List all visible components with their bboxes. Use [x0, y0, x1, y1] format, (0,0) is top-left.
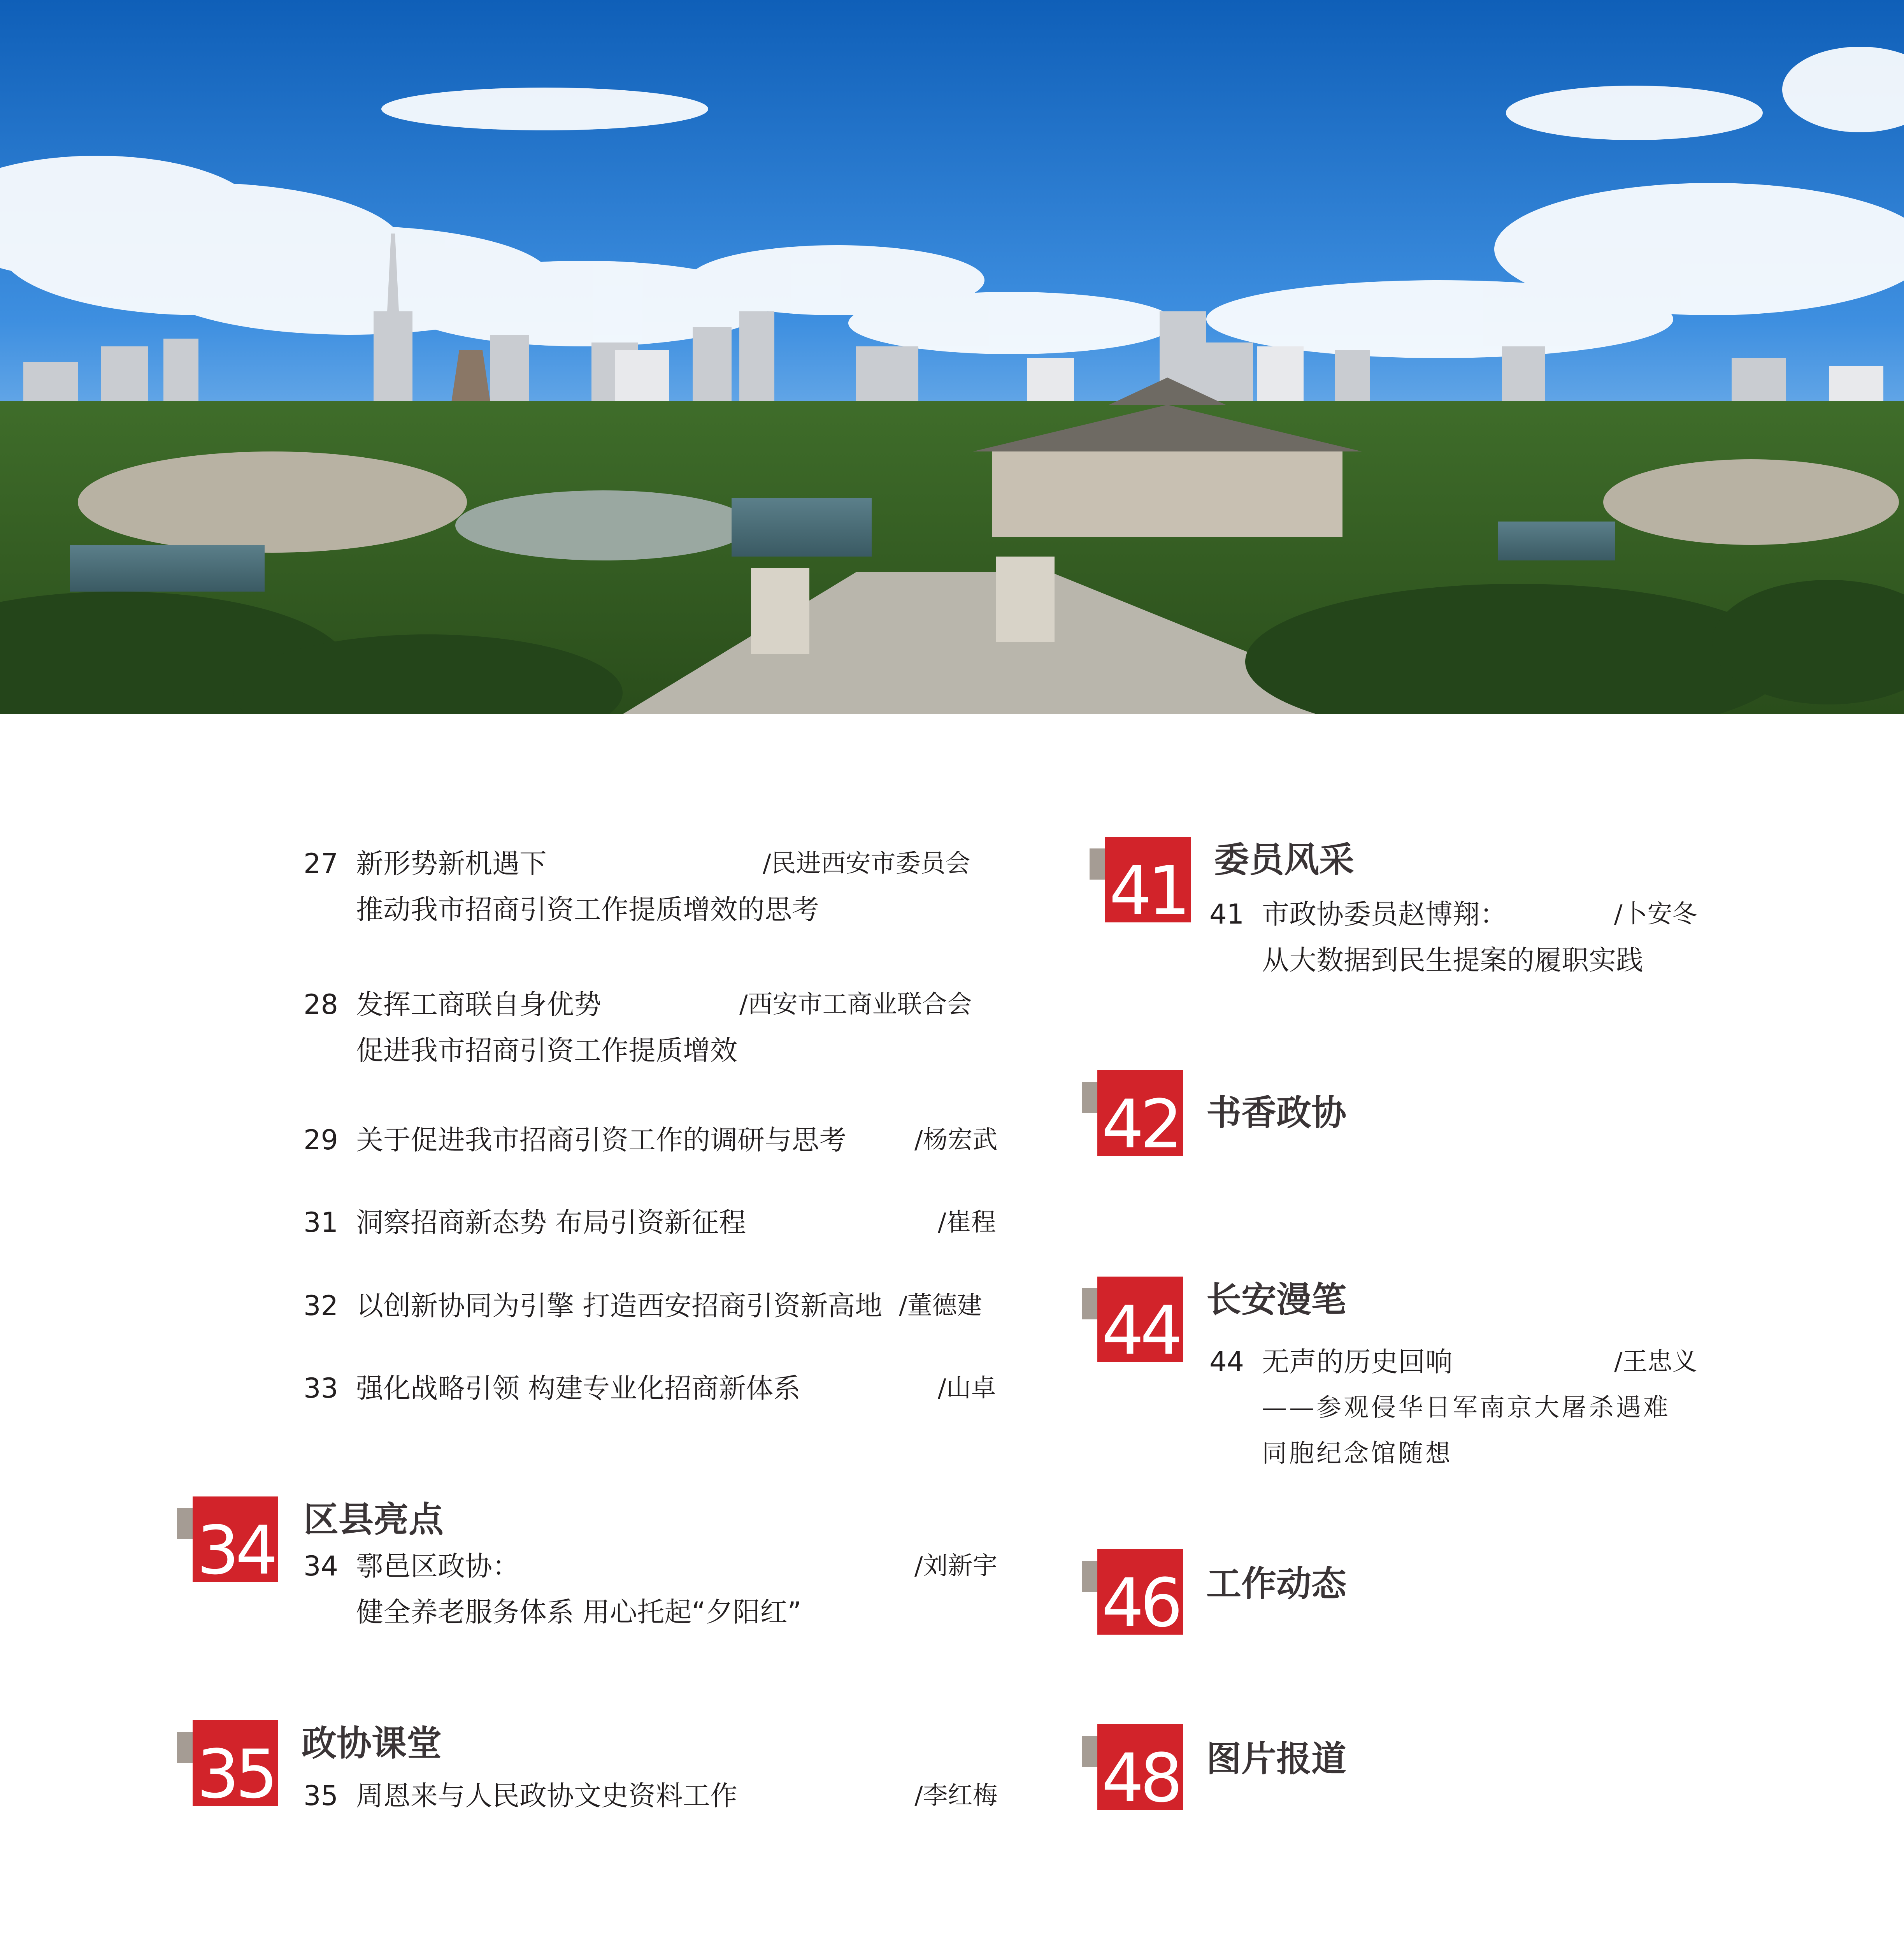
entry-author: /崔程 [938, 1208, 996, 1237]
section-title: 图片报道 [1206, 1739, 1346, 1779]
section-page-box: 35 [193, 1720, 278, 1806]
entry-author: /民进西安市委员会 [763, 849, 970, 878]
entry-title-line2: 推动我市招商引资工作提质增效的思考 [356, 894, 819, 926]
entry-title-line1: 发挥工商联自身优势 [356, 989, 601, 1020]
section-page-box: 44 [1097, 1277, 1183, 1362]
section-page-box: 48 [1097, 1724, 1183, 1810]
page-number: 33 [304, 1372, 339, 1404]
section-page-box: 34 [193, 1496, 278, 1582]
entry-title-line1: 周恩来与人民政协文史资料工作 [356, 1780, 737, 1812]
section-title: 委员风采 [1214, 840, 1354, 880]
page-number: 27 [304, 848, 339, 880]
entry-author: /西安市工商业联合会 [739, 990, 972, 1019]
entry-subtitle-line1: ——参观侵华日军南京大屠杀遇难 [1262, 1393, 1671, 1422]
page-number: 34 [304, 1550, 339, 1582]
section-title: 长安漫笔 [1206, 1279, 1346, 1320]
entry-author: /卜安冬 [1614, 900, 1697, 929]
section-title: 政协课堂 [302, 1723, 442, 1764]
page-number: 35 [304, 1780, 339, 1812]
entry-author: /王忠义 [1614, 1347, 1697, 1376]
section-page-box: 41 [1105, 837, 1191, 922]
cityscape-illustration [0, 0, 1904, 714]
section-page-box: 46 [1097, 1549, 1183, 1635]
page-number: 44 [1209, 1346, 1244, 1378]
entry-author: /山卓 [938, 1374, 996, 1403]
section-title: 书香政协 [1206, 1092, 1346, 1133]
page-number: 31 [304, 1207, 339, 1238]
entry-author: /李红梅 [914, 1781, 998, 1810]
entry-subtitle-line2: 同胞纪念馆随想 [1262, 1439, 1453, 1468]
entry-title-line1: 关于促进我市招商引资工作的调研与思考 [356, 1124, 846, 1156]
entry-title-line1: 以创新协同为引擎 打造西安招商引资新高地 [356, 1290, 883, 1322]
section-title: 工作动态 [1206, 1563, 1346, 1604]
entry-title-line1: 市政协委员赵博翔： [1262, 898, 1507, 930]
entry-title-line1: 强化战略引领 构建专业化招商新体系 [356, 1372, 801, 1404]
entry-title-line1: 无声的历史回响 [1262, 1346, 1453, 1378]
entry-author: /杨宏武 [914, 1126, 998, 1154]
entry-title-line2: 促进我市招商引资工作提质增效 [356, 1034, 737, 1066]
hero-cityscape-photo [0, 0, 1904, 714]
page-number: 28 [304, 989, 339, 1020]
entry-author: /董德建 [899, 1291, 982, 1320]
entry-title-line2: 从大数据到民生提案的履职实践 [1262, 944, 1643, 976]
section-page-box: 42 [1097, 1070, 1183, 1156]
section-title: 区县亮点 [304, 1499, 444, 1540]
page-number: 41 [1209, 898, 1244, 930]
entry-title-line1: 洞察招商新态势 布局引资新征程 [356, 1207, 746, 1238]
entry-title-line1: 新形势新机遇下 [356, 848, 547, 880]
page-number: 29 [304, 1124, 339, 1156]
entry-title-line1: 鄠邑区政协： [356, 1550, 519, 1582]
page-number: 32 [304, 1290, 339, 1322]
entry-author: /刘新宇 [914, 1552, 998, 1581]
entry-title-line2: 健全养老服务体系 用心托起“夕阳红” [356, 1596, 802, 1628]
